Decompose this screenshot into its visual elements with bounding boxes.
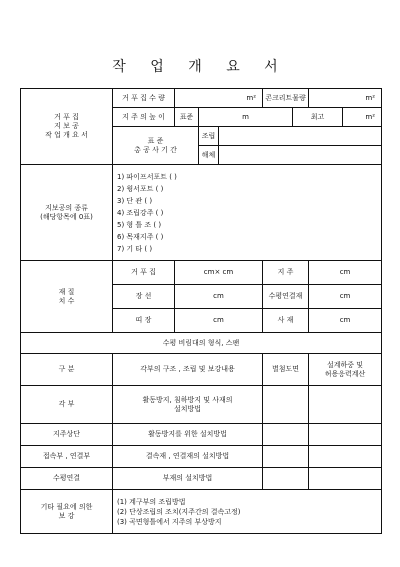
- other-reinforcement-label: 기타 필요에 의한 보 강: [21, 490, 113, 534]
- row-design-field[interactable]: [309, 424, 382, 446]
- formwork-qty-field[interactable]: m²: [175, 89, 263, 108]
- std-period-label: 표 준 총 공 사 기 간: [113, 127, 199, 165]
- support-type-item[interactable]: 5) 형 틀 조 ( ): [117, 220, 162, 229]
- support-type-item[interactable]: 1) 파이프서포트 ( ): [117, 172, 177, 181]
- other-item: (3) 곡면형틀에서 지주의 부상방지: [117, 517, 222, 526]
- concrete-qty-label: 콘크리트물량: [263, 89, 309, 108]
- other-item: (2) 단상조립의 조치(지주간의 결속고정): [117, 507, 241, 516]
- other-item: (1) 계구부의 조립방법: [117, 497, 186, 506]
- row-label: 접속부 , 연결부: [21, 446, 113, 468]
- row-label: 지주상단: [21, 424, 113, 446]
- dismantle-period-field[interactable]: [219, 146, 382, 165]
- row-drawing-field[interactable]: [263, 424, 309, 446]
- row-label: 각 부: [21, 386, 113, 424]
- row-content[interactable]: 활동방지를 위한 설치방법: [113, 424, 263, 446]
- design-header: 설계하중 및 허용응력계산: [309, 354, 382, 386]
- support-type-item[interactable]: 4) 조립강주 ( ): [117, 208, 164, 217]
- scaffold-type-heading: 수평 비림대의 형식, 스팬: [21, 333, 382, 354]
- support-type-item[interactable]: 7) 기 타 ( ): [117, 244, 153, 253]
- tie-dim-field[interactable]: cm: [175, 309, 263, 333]
- dismantle-label: 해체: [199, 146, 219, 165]
- assembly-period-field[interactable]: [219, 127, 382, 146]
- document-title: 작 업 개 요 서: [112, 59, 288, 75]
- overview-section-label: 거 푸 집 지 보 공 작 업 개 요 서: [21, 89, 113, 165]
- formwork-qty-label: 거 푸 집 수 량: [113, 89, 175, 108]
- support-type-item[interactable]: 2) 윙서포트 ( ): [117, 184, 164, 193]
- section-header: 구 분: [21, 354, 113, 386]
- row-content[interactable]: 활동방지, 침하방지 및 사재의 설치방법: [113, 386, 263, 424]
- brace-dim-field[interactable]: cm: [309, 309, 382, 333]
- row-content[interactable]: 부재의 설치방법: [113, 468, 263, 490]
- post-dim-label: 지 주: [263, 261, 309, 285]
- tie-dim-label: 띠 장: [113, 309, 175, 333]
- support-height-label: 지 주 의 높 이: [113, 108, 175, 127]
- standard-height-field[interactable]: m: [199, 108, 293, 127]
- concrete-qty-field[interactable]: m²: [309, 89, 382, 108]
- structure-header: 각부의 구조 , 조립 및 보강내용: [113, 354, 263, 386]
- support-type-list[interactable]: [113, 165, 382, 261]
- row-design-field[interactable]: [309, 468, 382, 490]
- support-type-label: 지보공의 종류 (해당항목에 0표): [21, 165, 113, 261]
- formwork-dim-label: 거 푸 집: [113, 261, 175, 285]
- row-drawing-field[interactable]: [263, 386, 309, 424]
- standard-label: 표준: [175, 108, 199, 127]
- row-design-field[interactable]: [309, 446, 382, 468]
- row-drawing-field[interactable]: [263, 468, 309, 490]
- stringer-dim-field[interactable]: cm: [175, 285, 263, 309]
- post-dim-field[interactable]: cm: [309, 261, 382, 285]
- row-design-field[interactable]: [309, 386, 382, 424]
- support-type-item[interactable]: 6) 목재지주 ( ): [117, 232, 164, 241]
- overview-form-table: [20, 88, 382, 534]
- horizontal-dim-label: 수평연결재: [263, 285, 309, 309]
- row-content[interactable]: 결속재 , 연결재의 설치방법: [113, 446, 263, 468]
- other-reinforcement-list[interactable]: [113, 490, 382, 534]
- support-type-item[interactable]: 3) 단 관 ( ): [117, 196, 153, 205]
- row-drawing-field[interactable]: [263, 446, 309, 468]
- row-label: 수평연결: [21, 468, 113, 490]
- assembly-label: 조립: [199, 127, 219, 146]
- brace-dim-label: 사 재: [263, 309, 309, 333]
- material-dimension-label: 재 질 치 수: [21, 261, 113, 333]
- formwork-dim-field[interactable]: cm× cm: [175, 261, 263, 285]
- drawing-header: 별첨도면: [263, 354, 309, 386]
- max-height-field[interactable]: m²: [343, 108, 382, 127]
- stringer-dim-label: 장 선: [113, 285, 175, 309]
- horizontal-dim-field[interactable]: cm: [309, 285, 382, 309]
- max-label: 최고: [293, 108, 343, 127]
